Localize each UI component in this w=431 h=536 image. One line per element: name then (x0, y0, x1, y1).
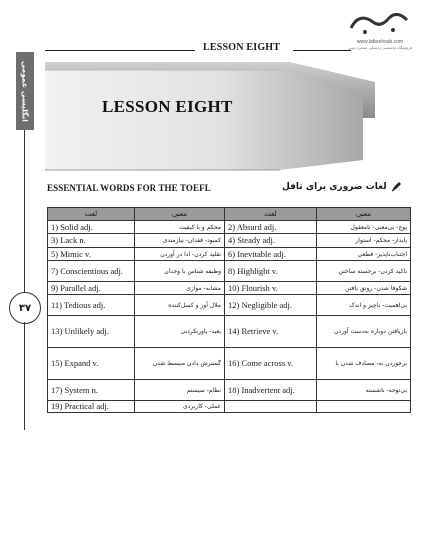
meaning-cell: محکم و با کیفیت (135, 221, 225, 234)
word-cell: 15) Expand v. (48, 348, 135, 380)
word-cell: 11) Tedious adj. (48, 295, 135, 316)
meaning-cell (317, 401, 411, 413)
column-header-word: لغت (225, 208, 317, 221)
meaning-cell: گسترش دادن منبسط شدن (135, 348, 225, 380)
table-row (48, 348, 411, 380)
meaning-cell: ملال آور و کسل‌کننده (135, 295, 225, 316)
meaning-cell: بعید- باورنکردنی (135, 316, 225, 348)
word-cell (225, 401, 317, 413)
table-row (48, 295, 411, 316)
word-cell: 9) Parallel adj. (48, 282, 135, 295)
table-row (48, 380, 411, 401)
vocabulary-table (47, 207, 411, 413)
word-cell: 19) Practical adj. (48, 401, 135, 413)
banner-front-panel (45, 70, 363, 170)
word-cell: 1) Solid adj. (48, 221, 135, 234)
meaning-cell: بازیافتن دوباره به‌دست آوردن (317, 316, 411, 348)
word-cell: 3) Lack n. (48, 234, 135, 248)
meaning-cell: شکوفا شدن- رونق یافتن (317, 282, 411, 295)
word-cell: 8) Highlight v. (225, 261, 317, 282)
table-row (48, 234, 411, 248)
publisher-url: www.lafarehsub.com (356, 39, 404, 45)
meaning-cell: نظام- سیستم (135, 380, 225, 401)
meaning-cell: وظیفه شناس با وجدان (135, 261, 225, 282)
meaning-cell: تاکید کردن- برجسته ساختن (317, 261, 411, 282)
table-row (48, 248, 411, 261)
meaning-cell: بی‌توجه- ناشسته (317, 380, 411, 401)
meaning-cell: کمبود- فقدان- نیازمندی (135, 234, 225, 248)
table-row (48, 316, 411, 348)
meaning-cell: برخوردن به- مصادف شدن با (317, 348, 411, 380)
side-tab-label: انگلیسی عمومی (20, 60, 30, 122)
word-cell: 5) Mimic v. (48, 248, 135, 261)
word-cell: 10) Flourish v. (225, 282, 317, 295)
margin-rule-lower (24, 322, 25, 430)
word-cell: 18) Inadvertent adj. (225, 380, 317, 401)
margin-rule-upper (24, 130, 25, 292)
header-rule-left (45, 50, 195, 51)
meaning-cell: تقلید کردن- ادا در آوردن (135, 248, 225, 261)
banner-title: LESSON EIGHT (102, 97, 233, 116)
column-header-meaning: معنی (135, 208, 225, 221)
pen-icon (391, 181, 402, 192)
word-cell: 2) Absurd adj. (225, 221, 317, 234)
section-heading-fa (282, 181, 402, 192)
table-row (48, 261, 411, 282)
word-cell: 4) Steady adj. (225, 234, 317, 248)
publisher-logo-mark (345, 8, 415, 38)
meaning-cell: مشابه- موازی (135, 282, 225, 295)
word-cell: 6) Inevitable adj. (225, 248, 317, 261)
table-row (48, 401, 411, 413)
table-row (48, 282, 411, 295)
page-number: ۳۷ (9, 292, 41, 324)
meaning-cell: بی‌اهمیت- ناچیز و اندک (317, 295, 411, 316)
publisher-logo (338, 8, 422, 54)
word-cell: 16) Come across v. (225, 348, 317, 380)
side-tab-text (16, 52, 34, 130)
section-title-en: ESSENTIAL WORDS FOR THE TOEFL (47, 183, 211, 193)
running-header-title: LESSON EIGHT (203, 42, 281, 53)
word-cell: 17) System n. (48, 380, 135, 401)
word-cell: 14) Retrieve v. (225, 316, 317, 348)
column-header-meaning: معنی (317, 208, 411, 221)
table-header-row (48, 208, 411, 221)
meaning-cell: عملی- کاربردی (135, 401, 225, 413)
word-cell: 13) Unlikely adj. (48, 316, 135, 348)
section-title-fa: لغات ضروری برای تافل (282, 181, 387, 192)
column-header-word: لغت (48, 208, 135, 221)
word-cell: 12) Negligible adj. (225, 295, 317, 316)
table-row (48, 221, 411, 234)
word-cell: 7) Conscientious adj. (48, 261, 135, 282)
meaning-cell: اجتناب‌ناپذیر- قطعی (317, 248, 411, 261)
meaning-cell: پوچ- بی‌معنی- نامعقول (317, 221, 411, 234)
header-rule-right (293, 50, 351, 51)
publisher-tagline: فروشگاه تخصصی پزشکی معجزه نوین (347, 45, 413, 50)
meaning-cell: پایدار- محکم- استوار (317, 234, 411, 248)
